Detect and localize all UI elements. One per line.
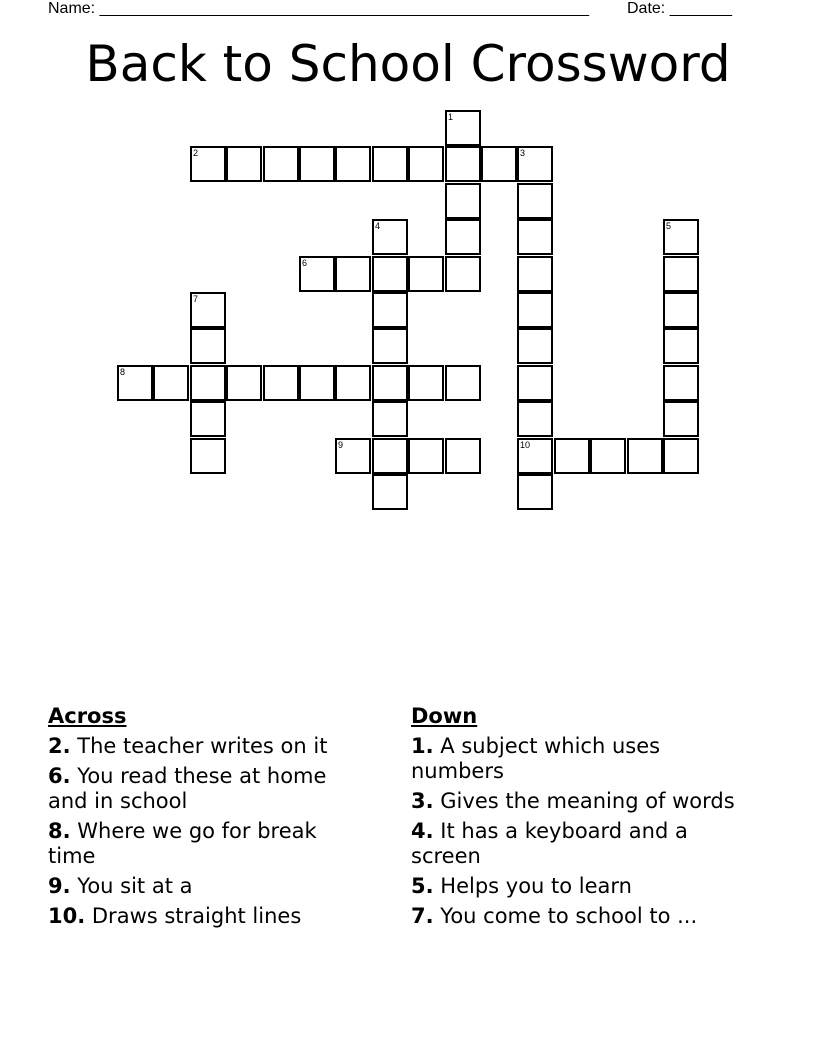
cell-number: 9	[338, 440, 344, 450]
crossword-cell[interactable]	[190, 401, 226, 437]
crossword-cell[interactable]	[372, 256, 408, 292]
across-clues	[48, 704, 368, 934]
across-heading: Across	[48, 704, 127, 728]
clue-text: The teacher writes on it	[77, 734, 328, 758]
crossword-cell[interactable]	[663, 219, 699, 255]
crossword-cell[interactable]	[663, 256, 699, 292]
clue-text: You read these at home and in school	[48, 764, 327, 813]
crossword-cell[interactable]	[372, 438, 408, 474]
crossword-cell[interactable]	[372, 328, 408, 364]
clue-text: Draws straight lines	[91, 904, 302, 928]
date-field-label: Date: _______	[627, 0, 732, 17]
crossword-cell[interactable]	[517, 146, 553, 182]
clue-number: 6.	[48, 764, 71, 788]
crossword-cell[interactable]	[190, 365, 226, 401]
clue-text: A subject which uses numbers	[411, 734, 661, 783]
crossword-cell[interactable]	[445, 256, 481, 292]
crossword-cell[interactable]	[590, 438, 626, 474]
clue-number: 7.	[411, 904, 434, 928]
clue-text: You come to school to ...	[440, 904, 698, 928]
crossword-cell[interactable]	[372, 219, 408, 255]
cell-number: 6	[302, 258, 308, 268]
crossword-cell[interactable]	[408, 256, 444, 292]
crossword-cell[interactable]	[663, 292, 699, 328]
name-field-label: Name: _______________________________________________________	[48, 0, 589, 17]
cell-number: 4	[375, 221, 381, 231]
crossword-cell[interactable]	[226, 365, 262, 401]
clue-number: 9.	[48, 874, 71, 898]
crossword-cell[interactable]	[517, 401, 553, 437]
crossword-cell[interactable]	[335, 146, 371, 182]
crossword-cell[interactable]	[481, 146, 517, 182]
clue-across-6	[48, 764, 368, 814]
clue-across-8	[48, 819, 368, 869]
crossword-cell[interactable]	[226, 146, 262, 182]
clue-number: 2.	[48, 734, 71, 758]
crossword-cell[interactable]	[299, 146, 335, 182]
crossword-cell[interactable]	[554, 438, 590, 474]
crossword-cell[interactable]	[408, 365, 444, 401]
down-clues	[411, 704, 741, 934]
crossword-cell[interactable]	[517, 256, 553, 292]
crossword-cell[interactable]	[335, 365, 371, 401]
crossword-cell[interactable]	[627, 438, 663, 474]
crossword-cell[interactable]	[517, 474, 553, 510]
clue-down-5	[411, 874, 741, 899]
clue-text: Helps you to learn	[440, 874, 632, 898]
crossword-cell[interactable]	[117, 365, 153, 401]
crossword-cell[interactable]	[335, 256, 371, 292]
clue-text: You sit at a	[77, 874, 193, 898]
crossword-cell[interactable]	[663, 438, 699, 474]
clue-number: 5.	[411, 874, 434, 898]
crossword-cell[interactable]	[663, 401, 699, 437]
cell-number: 2	[193, 148, 199, 158]
crossword-cell[interactable]	[408, 438, 444, 474]
clue-across-10	[48, 904, 368, 929]
clue-down-3	[411, 789, 741, 814]
cell-number: 5	[666, 221, 672, 231]
cell-number: 10	[520, 440, 531, 450]
crossword-cell[interactable]	[517, 365, 553, 401]
crossword-cell[interactable]	[517, 219, 553, 255]
cell-number: 3	[520, 148, 526, 158]
crossword-cell[interactable]	[372, 474, 408, 510]
clue-number: 1.	[411, 734, 434, 758]
crossword-cell[interactable]	[299, 365, 335, 401]
clue-down-4	[411, 819, 741, 869]
crossword-cell[interactable]	[190, 146, 226, 182]
crossword-cell[interactable]	[517, 292, 553, 328]
crossword-cell[interactable]	[153, 365, 189, 401]
crossword-cell[interactable]	[445, 110, 481, 146]
crossword-cell[interactable]	[445, 183, 481, 219]
crossword-cell[interactable]	[517, 438, 553, 474]
clue-text: Gives the meaning of words	[440, 789, 735, 813]
crossword-cell[interactable]	[517, 183, 553, 219]
clue-text: It has a keyboard and a screen	[411, 819, 688, 868]
crossword-cell[interactable]	[190, 292, 226, 328]
crossword-cell[interactable]	[299, 256, 335, 292]
clue-down-7	[411, 904, 741, 929]
crossword-cell[interactable]	[445, 365, 481, 401]
clue-number: 4.	[411, 819, 434, 843]
crossword-cell[interactable]	[372, 365, 408, 401]
clue-number: 3.	[411, 789, 434, 813]
crossword-cell[interactable]	[445, 146, 481, 182]
down-heading: Down	[411, 704, 478, 728]
crossword-cell[interactable]	[372, 146, 408, 182]
clue-across-2	[48, 734, 368, 759]
clue-number: 8.	[48, 819, 71, 843]
clue-down-1	[411, 734, 741, 784]
crossword-cell[interactable]	[663, 328, 699, 364]
clue-number: 10.	[48, 904, 86, 928]
cell-number: 7	[193, 294, 199, 304]
clue-across-9	[48, 874, 368, 899]
crossword-cell[interactable]	[408, 146, 444, 182]
crossword-cell[interactable]	[663, 365, 699, 401]
crossword-cell[interactable]	[335, 438, 371, 474]
crossword-cell[interactable]	[263, 365, 299, 401]
crossword-cell[interactable]	[190, 438, 226, 474]
cell-number: 8	[120, 367, 126, 377]
crossword-cell[interactable]	[372, 401, 408, 437]
page-title: Back to School Crossword	[85, 35, 731, 93]
crossword-cell[interactable]	[445, 219, 481, 255]
crossword-cell[interactable]	[372, 292, 408, 328]
cell-number: 1	[448, 112, 454, 122]
crossword-cell[interactable]	[190, 328, 226, 364]
crossword-cell[interactable]	[263, 146, 299, 182]
crossword-cell[interactable]	[445, 438, 481, 474]
clue-text: Where we go for break time	[48, 819, 317, 868]
crossword-cell[interactable]	[517, 328, 553, 364]
